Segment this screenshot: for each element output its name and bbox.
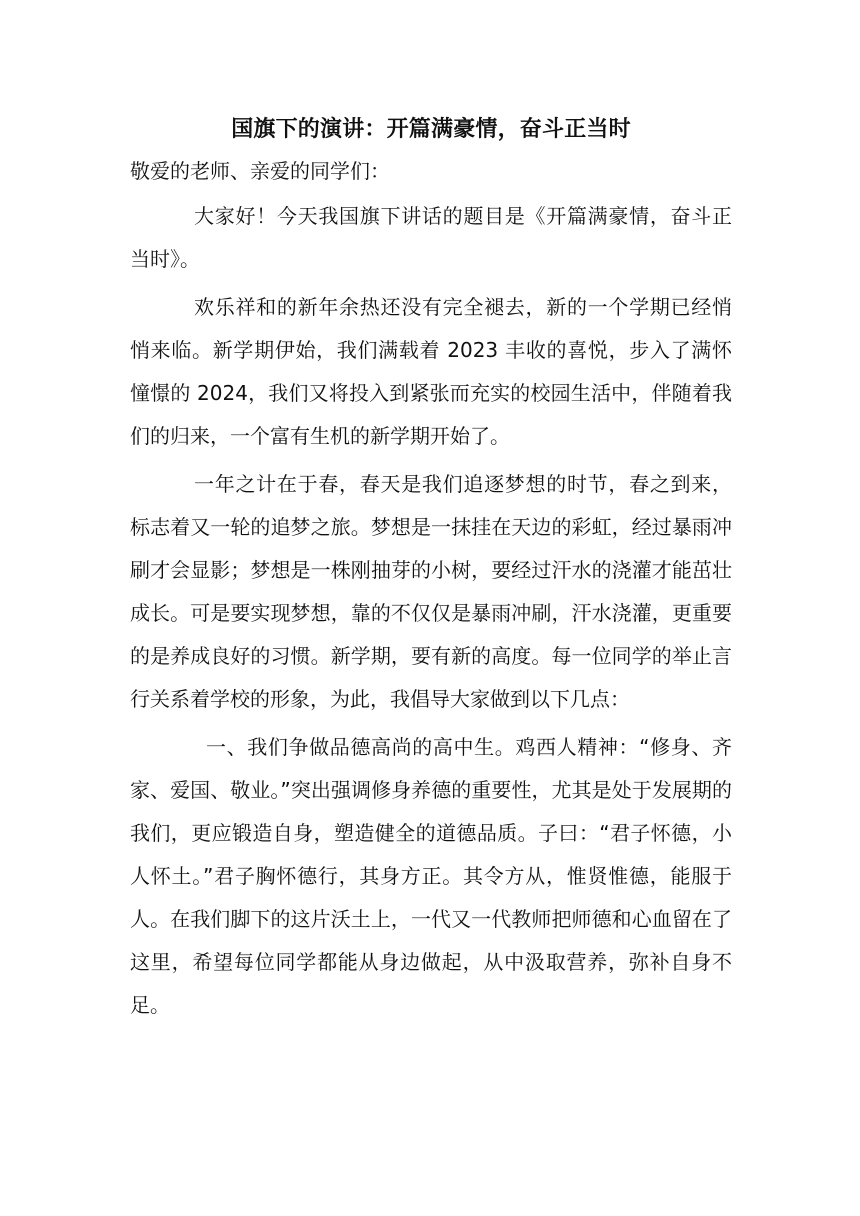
document-title: 国旗下的演讲：开篇满豪情，奋斗正当时 <box>231 117 631 142</box>
paragraph-point-one: 一、我们争做品德高尚的高中生。鸡西人精神：“修身、齐家、爱国、敬业。”突出强调修身养德的重要性，尤其是处于发展期的我们，更应锻造自身，塑造健全的道德品质。子曰：“君子怀德，小人怀土。”君子胸怀德行，其身方正。其令方从，惟贤惟德，能服于人。在我们脚下的这片沃土上，一代又一代教师把师德和心血留在了这里，希望每位同学都能从身边做起，从中汲取营养，弥补自身不足。 <box>130 735 732 1017</box>
paragraph-dreams: 一年之计在于春，春天是我们追逐梦想的时节，春之到来，标志着又一轮的追梦之旅。梦想是一抹挂在天边的彩虹，经过暴雨冲刷才会显影；梦想是一株刚抽芽的小树，要经过汗水的浇灌才能茁壮成长。可是要实现梦想，靠的不仅仅是暴雨冲刷，汗水浇灌，更重要的是养成良好的习惯。新学期，要有新的高度。每一位同学的举止言行关系着学校的形象，为此，我倡导大家做到以下几点： <box>130 472 732 711</box>
paragraph-new-semester: 欢乐祥和的新年余热还没有完全褪去，新的一个学期已经悄悄来临。新学期伊始，我们满载着 2023 丰收的喜悦，步入了满怀憧憬的 2024，我们又将投入到紧张而充实的校园生活中，伴随着我们的归来，一个富有生机的新学期开始了。 <box>130 295 732 448</box>
document-body <box>130 150 732 1032</box>
paragraph-intro: 大家好！今天我国旗下讲话的题目是《开篇满豪情，奋斗正当时》。 <box>130 204 732 271</box>
greeting-line: 敬爱的老师、亲爱的同学们： <box>130 159 390 183</box>
